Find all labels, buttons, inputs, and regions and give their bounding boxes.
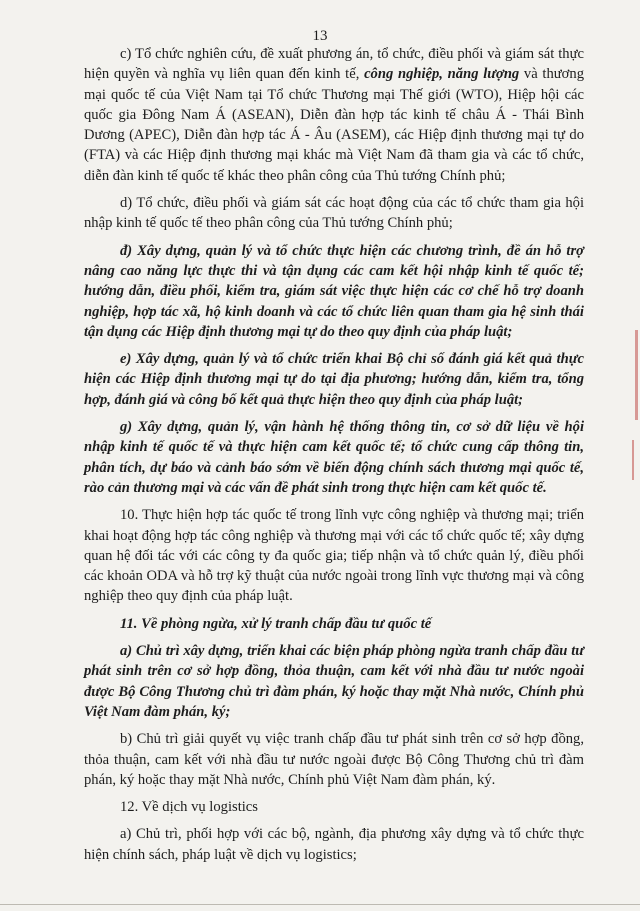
paragraph-c-text-1: c) Tổ chức nghiên cứu, đề xuất phương án, tổ chức, điều phối và giám sát thực hiện quyền và nghĩa vụ liên quan đến kinh tế, — [84, 46, 584, 83]
paragraph-item-11-a: a) Chủ trì xây dựng, triển khai các biện pháp phòng ngừa tranh chấp đầu tư phát sinh trên cơ sở hợp đồng, thỏa thuận, cam kết với nhà đầu tư nước ngoài được Bộ Công Thương chủ trì đàm phán, ký hoặc thay mặt Nhà nước, Chính phủ Việt Nam đàm phán, ký; — [84, 643, 584, 720]
body-text — [84, 44, 584, 872]
paragraph-item-10: 10. Thực hiện hợp tác quốc tế trong lĩnh vực công nghiệp và thương mại; triển khai hoạt động hợp tác công nghiệp và thương mại với các tổ chức quốc tế; xây dựng quan hệ đối tác với các công ty đa quốc gia; tiếp nhận và tổ chức quản lý, điều phối các khoản ODA và hỗ trợ kỹ thuật của nước ngoài trong lĩnh vực thương mại và công nghiệp theo quy định của pháp luật. — [84, 507, 584, 605]
paragraph-dd: đ) Xây dựng, quản lý và tổ chức thực hiện các chương trình, đề án hỗ trợ nâng cao năng lực thực thi và tận dụng các cam kết hội nhập kinh tế quốc tế; hướng dẫn, điều phối, kiểm tra, giám sát việc thực hiện các cơ chế hỗ trợ doanh nghiệp, hợp tác xã, hộ kinh doanh và các tổ chức liên quan tham gia hệ sinh thái tận dụng các Hiệp định thương mại tự do theo quy định của pháp luật; — [84, 242, 584, 340]
paragraph-c — [84, 44, 584, 186]
margin-handwriting-mark — [635, 330, 638, 420]
paragraph-g: g) Xây dựng, quản lý, vận hành hệ thống thông tin, cơ sở dữ liệu về hội nhập kinh tế quốc tế và thực hiện cam kết quốc tế; tổ chức cung cấp thông tin, phân tích, dự báo và cảnh báo sớm về biến động chính sách thương mại quốc tế, rào cản thương mại và các vấn đề phát sinh trong thực hiện cam kết quốc tế. — [84, 419, 584, 496]
paragraph-e: e) Xây dựng, quản lý và tổ chức triển khai Bộ chỉ số đánh giá kết quả thực hiện các Hiệp định thương mại tự do tại địa phương; hướng dẫn, kiểm tra, tổng hợp, đánh giá và công bố kết quả thực hiện theo quy định của pháp luật; — [84, 351, 584, 408]
page-number: 13 — [312, 28, 328, 44]
paragraph-c-emphasis: công nghiệp, năng lượng — [364, 66, 520, 83]
heading-item-12: 12. Về dịch vụ logistics — [120, 799, 258, 816]
paragraph-c-text-2: và thương mại quốc tế của Việt Nam tại Tổ chức Thương mại Thế giới (WTO), Hiệp hội các quốc gia Đông Nam Á (ASEAN), Diễn đàn hợp tác kinh tế châu Á - Thái Bình Dương (APEC), Diễn đàn hợp tác Á - Âu (ASEM), các Hiệp định thương mại tự do (FTA) và các Hiệp định thương mại khác mà Việt Nam đã tham gia và các tổ chức, diễn đàn kinh tế quốc tế khác theo phân công của Thủ tướng Chính phủ; — [84, 66, 584, 184]
paragraph-d: d) Tổ chức, điều phối và giám sát các hoạt động của các tổ chức tham gia hội nhập kinh tế quốc tế theo phân công của Thủ tướng Chính phủ; — [84, 195, 584, 232]
heading-item-11: 11. Về phòng ngừa, xử lý tranh chấp đầu tư quốc tế — [120, 615, 432, 632]
page-bottom-edge — [0, 904, 640, 905]
margin-handwriting-mark-2 — [632, 440, 634, 480]
paragraph-item-12-a: a) Chủ trì, phối hợp với các bộ, ngành, địa phương xây dựng và tổ chức thực hiện chính sách, pháp luật về dịch vụ logistics; — [84, 826, 584, 863]
paragraph-item-11-b: b) Chủ trì giải quyết vụ việc tranh chấp đầu tư phát sinh trên cơ sở hợp đồng, thỏa thuận, cam kết với nhà đầu tư nước ngoài được Bộ Công Thương chủ trì đàm phán, ký hoặc thay mặt Nhà nước, Chính phủ Việt Nam đàm phán, ký. — [84, 731, 584, 788]
